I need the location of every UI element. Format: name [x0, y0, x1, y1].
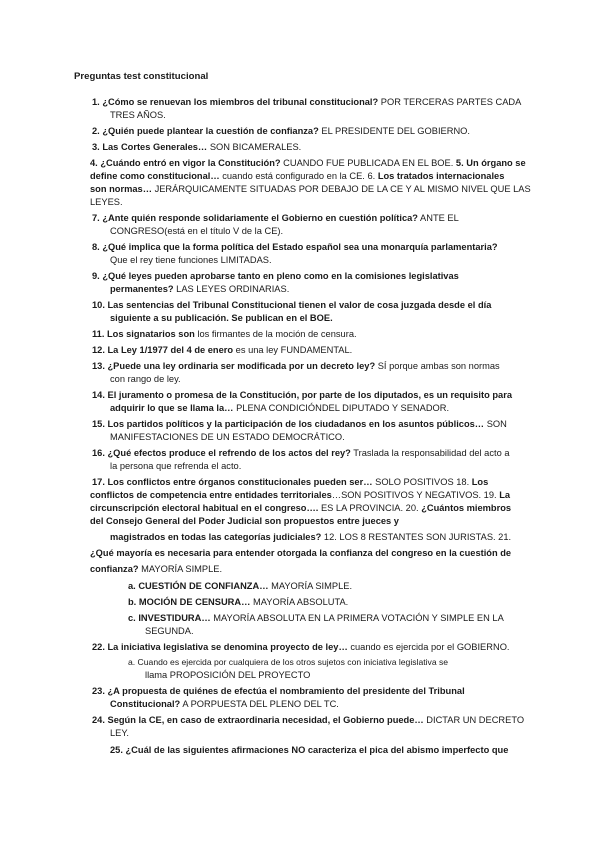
text-line: conflictos de competencia entre entidades territoriales…SON POSITIVOS Y NEGATIVOS. 19. La: [90, 490, 511, 500]
text-line: 16. ¿Qué efectos produce el refrendo de los actos del rey? Traslada la responsabilidad del acto a: [92, 448, 510, 458]
text-line: 9. ¿Qué leyes pueden aprobarse tanto en pleno como en la comisiones legislativas: [92, 271, 459, 281]
text-line: son normas… JERÁRQUICAMENTE SITUADAS POR DEBAJO DE LA CE Y AL MISMO NIVEL QUE LAS: [90, 184, 531, 194]
text-line: ¿Qué mayoría es necesaria para entender otorgada la confianza del congreso en la cuestión de: [90, 548, 512, 558]
text-line: Que el rey tiene funciones LIMITADAS.: [110, 255, 272, 265]
list-item: a. Cuando es ejercida por cualquiera de los otros sujetos con iniciativa legislativa se: [128, 657, 449, 667]
text-line: 12. La Ley 1/1977 del 4 de enero es una ley FUNDAMENTAL.: [92, 345, 353, 355]
text-line: LEY.: [110, 728, 129, 738]
text-line: 11. Los signatarios son los firmantes de la moción de censura.: [92, 329, 357, 339]
text-line: 1. ¿Cómo se renuevan los miembros del tribunal constitucional? POR TERCERAS PARTES CADA: [92, 97, 522, 107]
text-line: permanentes? LAS LEYES ORDINARIAS.: [110, 284, 290, 294]
text-line: 14. El juramento o promesa de la Constitución, por parte de los diputados, es un requisito para: [92, 390, 512, 400]
text-line: con rango de ley.: [110, 374, 181, 384]
text-line: 25. ¿Cuál de las siguientes afirmaciones NO caracteriza el pica del abismo imperfecto que: [110, 745, 509, 755]
list-item: c. INVESTIDURA… MAYORÍA ABSOLUTA EN LA PRIMERA VOTACIÓN Y SIMPLE EN LA: [128, 613, 504, 623]
text-line: la persona que refrenda el acto.: [110, 461, 242, 471]
list-item: a. CUESTIÓN DE CONFIANZA… MAYORÍA SIMPLE.: [128, 581, 353, 591]
text-line: 17. Los conflictos entre órganos constitucionales pueden ser… SOLO POSITIVOS 18. Los: [92, 477, 489, 487]
text-line: 3. Las Cortes Generales… SON BICAMERALES.: [92, 142, 302, 152]
text-line: confianza? MAYORÍA SIMPLE.: [90, 564, 223, 574]
text-line: adquirir lo que se llama la… PLENA CONDICIÓNDEL DIPUTADO Y SENADOR.: [110, 403, 450, 413]
text-line: magistrados en todas las categorías judiciales? 12. LOS 8 RESTANTES SON JURISTAS. 21.: [110, 532, 512, 542]
text-line: circunscripción electoral habitual en el congreso…. ES LA PROVINCIA. 20. ¿Cuántos miembros: [90, 503, 512, 513]
list-item: b. MOCIÓN DE CENSURA… MAYORÍA ABSOLUTA.: [128, 597, 349, 607]
text-line: 7. ¿Ante quién responde solidariamente el Gobierno en cuestión política? ANTE EL: [92, 213, 459, 223]
text-line: 10. Las sentencias del Tribunal Constitucional tienen el valor de cosa juzgada desde el día: [92, 300, 492, 310]
text-line: 13. ¿Puede una ley ordinaria ser modificada por un decreto ley? SÍ porque ambas son normas: [92, 361, 500, 371]
text-line: siguiente a su publicación. Se publican en el BOE.: [110, 313, 333, 323]
text-line: LEYES.: [90, 197, 123, 207]
page-title: Preguntas test constitucional: [74, 71, 209, 82]
text-line: CONGRESO(está en el título V de la CE).: [110, 226, 284, 236]
text-line: SEGUNDA.: [145, 626, 194, 636]
text-line: 2. ¿Quién puede plantear la cuestión de confianza? EL PRESIDENTE DEL GOBIERNO.: [92, 126, 470, 136]
text-line: 23. ¿A propuesta de quiénes de efectúa el nombramiento del presidente del Tribunal: [92, 686, 465, 696]
text-line: 8. ¿Qué implica que la forma política del Estado español sea una monarquía parlamentaria?: [92, 242, 498, 252]
text-line: define como constitucional… cuando está configurado en la CE. 6. Los tratados internacionales: [90, 171, 505, 181]
text-line: 22. La iniciativa legislativa se denomina proyecto de ley… cuando es ejercida por el GOBIERNO.: [92, 642, 510, 652]
text-line: del Consejo General del Poder Judicial son propuestos entre jueces y: [90, 516, 399, 526]
text-line: Constitucional? A PORPUESTA DEL PLENO DEL TC.: [110, 699, 339, 709]
text-line: 24. Según la CE, en caso de extraordinaria necesidad, el Gobierno puede… DICTAR UN DECRETO: [92, 715, 525, 725]
text-line: llama PROPOSICIÓN DEL PROYECTO: [145, 670, 311, 680]
text-line: 4. ¿Cuándo entró en vigor la Constitución? CUANDO FUE PUBLICADA EN EL BOE. 5. Un órgano se: [90, 158, 526, 168]
text-line: MANIFESTACIONES DE UN ESTADO DEMOCRÁTICO.: [110, 432, 345, 442]
text-line: TRES AÑOS.: [110, 110, 166, 120]
text-line: 15. Los partidos políticos y la participación de los ciudadanos en los asuntos públicos… SON: [92, 419, 507, 429]
